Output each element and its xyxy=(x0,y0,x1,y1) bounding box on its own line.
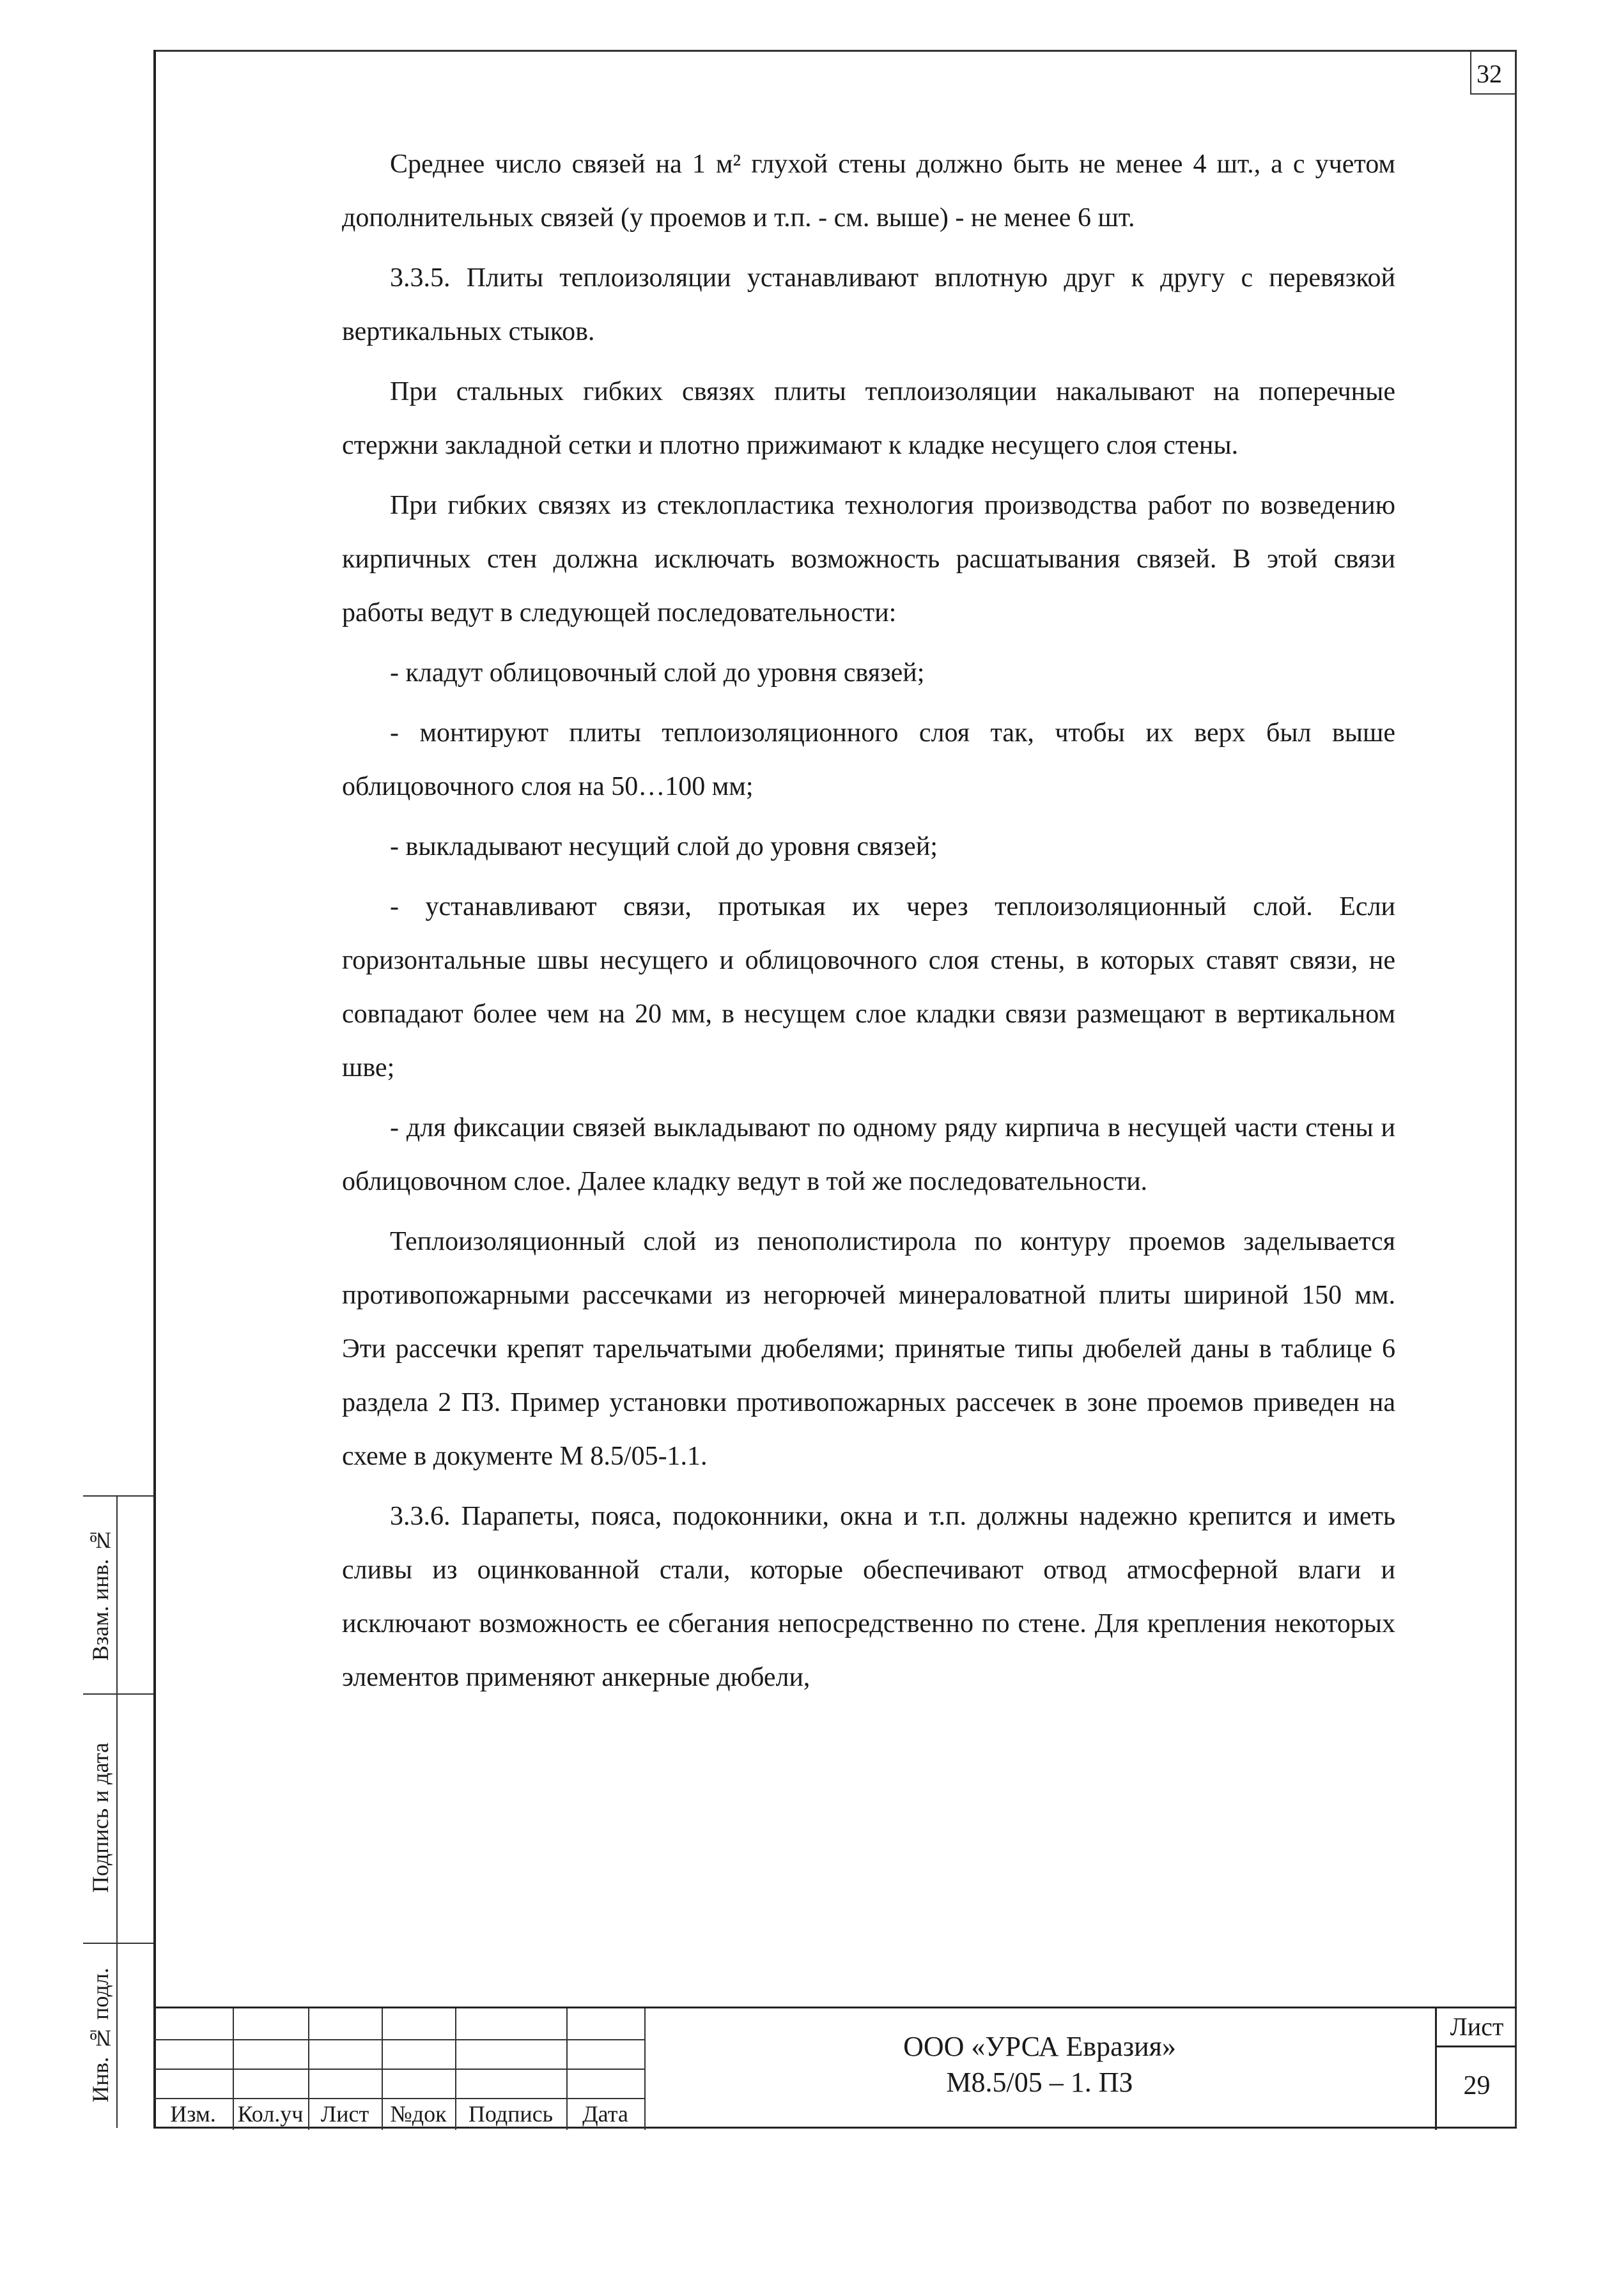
binding-label-inventory: Инв. № подл. xyxy=(88,1968,113,2103)
corner-page-number: 32 xyxy=(1477,59,1502,88)
paragraph: 3.3.5. Плиты теплоизоляции устанавливают вплотную друг к другу с перевязкой вертикальных стыков. xyxy=(342,263,1395,346)
binding-strip-divider xyxy=(116,1495,118,2128)
header-date: Дата xyxy=(582,2101,628,2127)
list-item: - для фиксации связей выкладывают по одному ряду кирпича в несущей части стены и облицовочном слое. Далее кладку ведут в той же последовательности. xyxy=(342,1113,1395,1196)
document-body xyxy=(342,137,1395,1704)
paragraph: При стальных гибких связях плиты теплоизоляции накалывают на поперечные стержни закладной сетки и плотно прижимают к кладке несущего слоя стены. xyxy=(342,377,1395,460)
title-block-center xyxy=(644,2008,1437,2130)
list-item: - устанавливают связи, протыкая их через теплоизоляционный слой. Если горизонтальные швы несущего и облицовочного слоя стены, в которых ставят связи, не совпадают более чем на 20 мм, в несущем слое кладки связи размещают в вертикальном шве; xyxy=(342,892,1395,1083)
title-block-row-line xyxy=(153,2039,644,2040)
title-block-row-line xyxy=(153,2069,644,2070)
binding-label-signature-date: Подпись и дата xyxy=(88,1743,113,1893)
list-item: - монтируют плиты теплоизоляционного слоя так, чтобы их верх был выше облицовочного слоя на 50…100 мм; xyxy=(342,718,1395,801)
header-signature: Подпись xyxy=(468,2101,554,2127)
frame-right-border xyxy=(1515,50,1517,2128)
header-sheet: Лист xyxy=(320,2101,369,2127)
header-revision: Изм. xyxy=(170,2101,216,2127)
list-item: - кладут облицовочный слой до уровня связей; xyxy=(390,658,925,688)
header-count: Кол.уч xyxy=(237,2101,304,2127)
company-name: ООО «УРСА Евразия» xyxy=(903,2031,1176,2062)
frame-left-border xyxy=(153,50,156,2128)
binding-strip xyxy=(83,1495,153,2128)
binding-strip-rule xyxy=(83,1693,153,1695)
frame-top-border xyxy=(153,50,1517,52)
title-block-grid xyxy=(153,2008,644,2130)
paragraph: Теплоизоляционный слой из пенополистирола по контуру проемов заделывается противопожарными рассечками из негорючей минераловатной плиты шириной 150 мм. Эти рассечки крепят тарельчатыми дюбелями; принятые типы дюбелей даны в таблице 6 раздела 2 ПЗ. Пример установки противопожарных рассечек в зоне проемов приведен на схеме в документе М 8.5/05-1.1. xyxy=(342,1227,1395,1471)
binding-strip-rule xyxy=(83,1495,153,1497)
paragraph: 3.3.6. Парапеты, пояса, подоконники, окна и т.п. должны надежно крепится и иметь сливы из оцинкованной стали, которые обеспечивают отвод атмосферной влаги и исключают возможность ее сбегания непосредственно по стене. Для крепления некоторых элементов применяют анкерные дюбели, xyxy=(342,1502,1395,1692)
paragraph: При гибких связях из стеклопластика технология производства работ по возведению кирпичных стен должна исключать возможность расшатывания связей. В этой связи работы ведут в следующей последовательности: xyxy=(342,491,1395,628)
binding-label-replacement: Взам. инв. № xyxy=(88,1527,113,1661)
paragraph: Среднее число связей на 1 м² глухой стены должно быть не менее 4 шт., а с учетом дополнительных связей (у проемов и т.п. - см. выше) - не менее 6 шт. xyxy=(342,150,1395,233)
title-block xyxy=(153,2007,1517,2130)
list-item: - выкладывают несущий слой до уровня связей; xyxy=(390,832,938,861)
sheet-label: Лист xyxy=(1437,2008,1517,2047)
document-code: М8.5/05 – 1. ПЗ xyxy=(946,2067,1133,2098)
header-doc-number: №док xyxy=(390,2101,447,2127)
sheet-number: 29 xyxy=(1463,2071,1491,2100)
binding-strip-rule xyxy=(83,1943,153,1944)
